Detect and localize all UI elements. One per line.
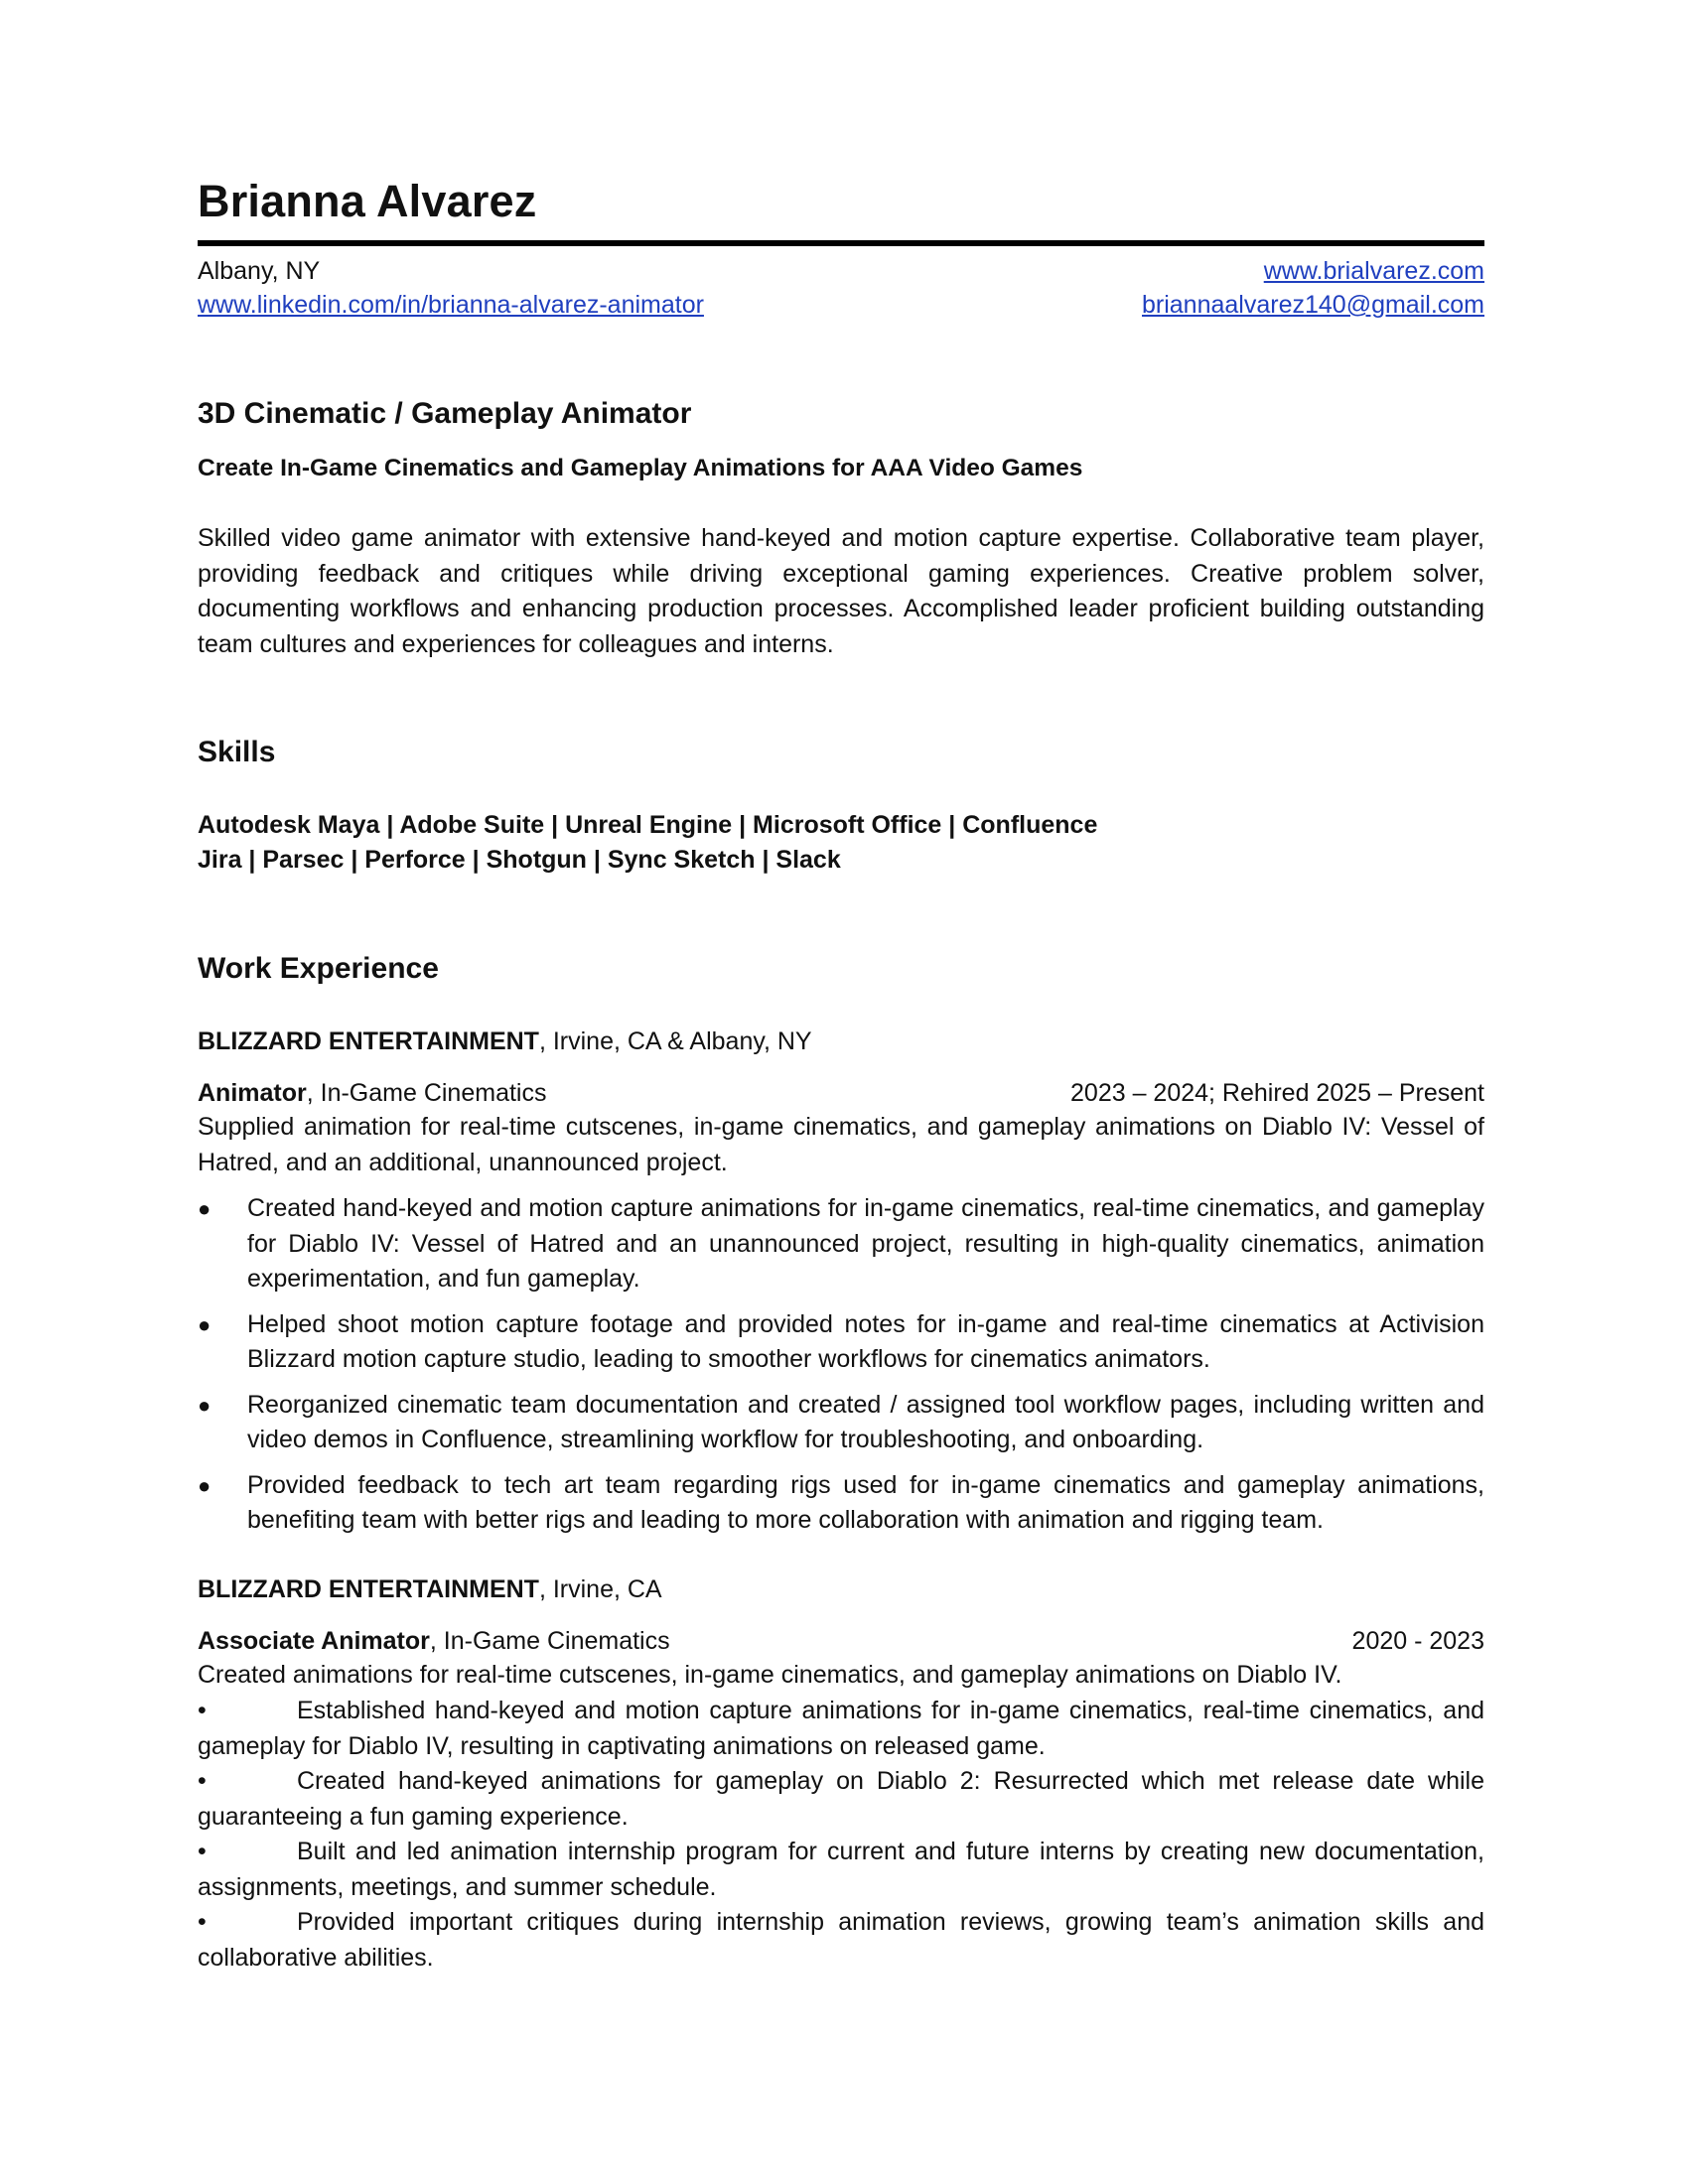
website-link[interactable]: www.brialvarez.com [1263, 257, 1484, 285]
list-item: ● Created hand-keyed and motion capture animations for in-game cinematics, real-time cinematics, and gameplay for Diablo IV: Vessel of Hatred and an unannounced project, resulting in high-quality cinematics, animation experimentation, and fun gameplay. [198, 1191, 1484, 1297]
location-text: Albany, NY [198, 257, 321, 285]
list-item: ● Helped shoot motion capture footage and provided notes for in-game and real-time cinematics at Activision Blizzard motion capture studio, leading to smoother workflows for cinematics animators. [198, 1307, 1484, 1378]
job-1-role-row [198, 1076, 1484, 1110]
job-2-bullets [198, 1694, 1484, 1976]
bullet-icon: • [198, 1767, 207, 1795]
bullet-icon: • [198, 1697, 207, 1724]
job-1-dates: 2023 – 2024; Rehired 2025 – Present [1070, 1079, 1484, 1107]
candidate-name: Brianna Alvarez [198, 176, 537, 226]
job-1-title: Animator [198, 1079, 307, 1107]
bullet-icon: ● [198, 1472, 211, 1498]
bullet-icon: ● [198, 1311, 211, 1337]
email-link[interactable]: briannaalvarez140@gmail.com [1142, 291, 1484, 319]
profile-tagline: Create In-Game Cinematics and Gameplay Animations for AAA Video Games [198, 455, 1083, 481]
header-divider [198, 240, 1484, 246]
profile-title: 3D Cinematic / Gameplay Animator [198, 397, 692, 430]
list-item: ● Provided feedback to tech art team regarding rigs used for in-game cinematics and gameplay animations, benefiting team with better rigs and leading to more collaboration with animation and rigging team. [198, 1468, 1484, 1539]
skills-line-1: Autodesk Maya | Adobe Suite | Unreal Engine | Microsoft Office | Confluence [198, 811, 1098, 839]
linkedin-link[interactable]: www.linkedin.com/in/brianna-alvarez-animator [198, 291, 704, 319]
bullet-icon: • [198, 1838, 207, 1865]
list-item: ● Reorganized cinematic team documentation and created / assigned tool workflow pages, including written and video demos in Confluence, streamlining workflow for troubleshooting, and onboarding. [198, 1388, 1484, 1458]
job-2-company [198, 1572, 662, 1606]
experience-heading: Work Experience [198, 952, 439, 985]
job-1-team: , In-Game Cinematics [306, 1079, 547, 1107]
profile-summary: Skilled video game animator with extensive hand-keyed and motion capture expertise. Collaborative team player, providing feedback and critiques while driving exceptional gaming experiences. Creative problem solver, documenting workflows and enhancing production processes. Accomplished leader proficient building outstanding team cultures and experiences for colleagues and interns. [198, 524, 1484, 658]
list-item: • Established hand-keyed and motion capture animations for in-game cinematics, real-time cinematics, and gameplay for Diablo IV, resulting in captivating animations on released game. [198, 1694, 1484, 1764]
job-2-title: Associate Animator [198, 1627, 430, 1655]
contact-row-1 [198, 254, 1484, 288]
job-2-location: , Irvine, CA [538, 1575, 662, 1603]
job-2-team: , In-Game Cinematics [429, 1627, 670, 1655]
bullet-icon: ● [198, 1196, 211, 1221]
job-2-company-name: BLIZZARD ENTERTAINMENT [198, 1575, 539, 1603]
bullet-icon: ● [198, 1392, 211, 1418]
job-1-location: , Irvine, CA & Albany, NY [538, 1027, 812, 1055]
job-1-description: Supplied animation for real-time cutscenes, in-game cinematics, and gameplay animations on Diablo IV: Vessel of Hatred, and an additional, unannounced project. [198, 1113, 1484, 1176]
list-item: • Provided important critiques during internship animation reviews, growing team’s animation skills and collaborative abilities. [198, 1905, 1484, 1976]
job-2-description: Created animations for real-time cutscenes, in-game cinematics, and gameplay animations on Diablo IV. [198, 1661, 1342, 1689]
job-2-role-row [198, 1624, 1484, 1658]
skills-line-2: Jira | Parsec | Perforce | Shotgun | Sync Sketch | Slack [198, 846, 841, 874]
skills-heading: Skills [198, 736, 276, 768]
list-item: • Built and led animation internship program for current and future interns by creating new documentation, assignments, meetings, and summer schedule. [198, 1835, 1484, 1905]
list-item: • Created hand-keyed animations for gameplay on Diablo 2: Resurrected which met release date while guaranteeing a fun gaming experience. [198, 1764, 1484, 1835]
job-1-company [198, 1024, 812, 1058]
bullet-icon: • [198, 1908, 207, 1936]
job-1-bullets [198, 1191, 1484, 1549]
job-1-company-name: BLIZZARD ENTERTAINMENT [198, 1027, 539, 1055]
contact-row-2 [198, 288, 1484, 322]
job-2-dates: 2020 - 2023 [1351, 1627, 1484, 1655]
